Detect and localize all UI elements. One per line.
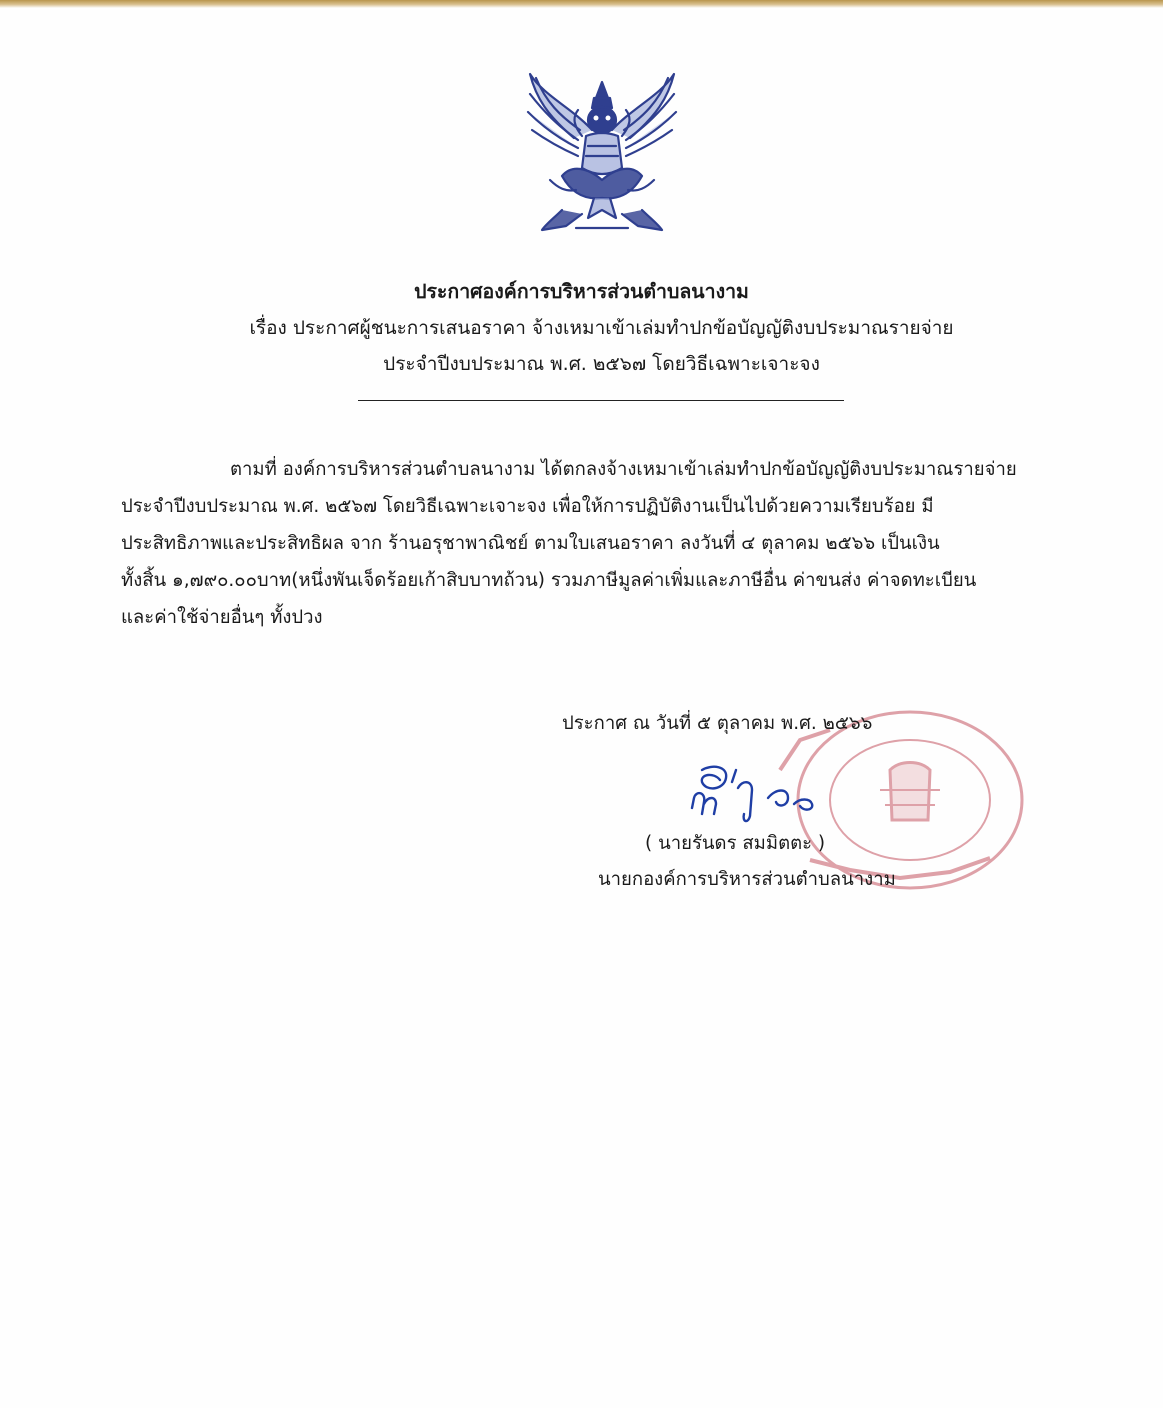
handwritten-signature [672, 758, 842, 838]
body-line: ประสิทธิภาพและประสิทธิผล จาก ร้านอรุชาพาณิชย์ ตามใบเสนอราคา ลงวันที่ ๔ ตุลาคม ๒๕๖๖ เป็นเงิน [121, 533, 940, 554]
announcement-date: ประกาศ ณ วันที่ ๕ ตุลาคม พ.ศ. ๒๕๖๖ [562, 713, 873, 734]
body-line: ประจำปีงบประมาณ พ.ศ. ๒๕๖๗ โดยวิธีเฉพาะเจาะจง เพื่อให้การปฏิบัติงานเป็นไปด้วยความเรียบร้อย มี [121, 496, 934, 517]
signer-position: นายกองค์การบริหารส่วนตำบลนางาม [598, 869, 896, 890]
announcement-subject-cont: ประจำปีงบประมาณ พ.ศ. ๒๕๖๗ โดยวิธีเฉพาะเจาะจง [383, 353, 820, 375]
paper-top-edge [0, 0, 1163, 8]
announcement-subject: เรื่อง ประกาศผู้ชนะการเสนอราคา จ้างเหมาเข้าเล่มทำปกข้อบัญญัติงบประมาณรายจ่าย [249, 317, 954, 339]
title-divider [358, 400, 844, 401]
announcement-title: ประกาศองค์การบริหารส่วนตำบลนางาม [414, 280, 749, 303]
body-line: และค่าใช้จ่ายอื่นๆ ทั้งปวง [121, 607, 323, 628]
body-line: ตามที่ องค์การบริหารส่วนตำบลนางาม ได้ตกลงจ้างเหมาเข้าเล่มทำปกข้อบัญญัติงบประมาณรายจ่าย [230, 459, 1017, 480]
signer-name: ( นายรันดร สมมิตตะ ) [645, 833, 826, 854]
body-line: ทั้งสิ้น ๑,๗๙๐.๐๐บาท(หนึ่งพันเจ็ดร้อยเก้าสิบบาทถ้วน) รวมภาษีมูลค่าเพิ่มและภาษีอื่น ค่าขนส่ง ค่าจดทะเบียน [121, 570, 977, 591]
garuda-emblem-icon [522, 68, 682, 240]
